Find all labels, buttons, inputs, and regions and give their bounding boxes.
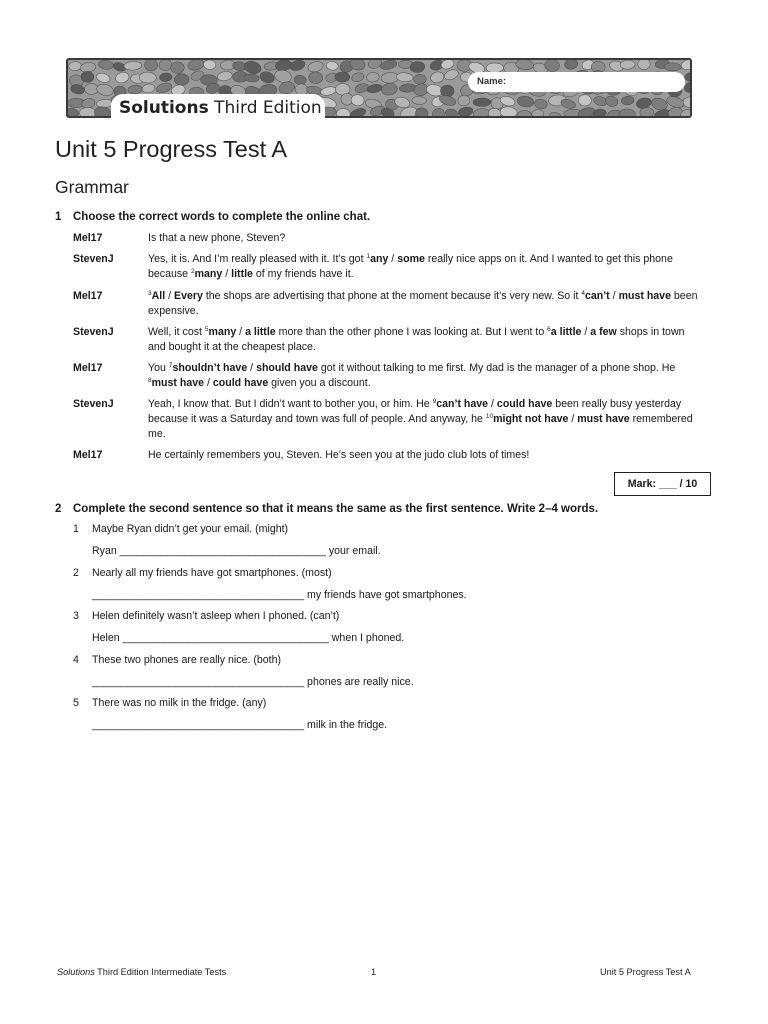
banner-pebble: [457, 94, 471, 106]
message-text: given you a discount.: [268, 377, 371, 389]
banner-pebble: [412, 96, 427, 105]
banner-pebble: [139, 72, 156, 83]
gap-number: 9: [432, 398, 437, 405]
banner-pebble: [350, 94, 365, 107]
answer-option[interactable]: could have: [212, 377, 269, 389]
q2-item-prompt: There was no milk in the fridge. (any): [92, 697, 267, 709]
message-text: more than the other phone I was looking at. But I went to: [275, 326, 548, 338]
question-2-number: 2: [55, 503, 62, 515]
answer-option[interactable]: a few: [590, 326, 617, 338]
banner-pebble: [517, 95, 535, 108]
message-text: Well, it cost: [148, 326, 205, 338]
question-1-number: 1: [55, 211, 62, 223]
section-heading: Grammar: [55, 177, 129, 197]
banner-pebble: [95, 72, 111, 84]
answer-option[interactable]: shouldn’t have: [172, 362, 248, 374]
q2-item-number: 1: [73, 523, 79, 535]
banner-pebble: [473, 108, 490, 118]
banner-pebble: [294, 75, 307, 85]
banner-pebble: [413, 74, 426, 85]
message-text: /: [568, 413, 578, 425]
message-text: /: [388, 253, 398, 265]
answer-option[interactable]: must have: [618, 290, 671, 302]
gap-number: 2: [191, 268, 195, 275]
banner-pebble: [308, 71, 323, 84]
banner-pebble: [415, 107, 429, 118]
message-text: /: [165, 290, 175, 302]
gap-number: 1: [366, 253, 371, 260]
banner-pebble: [680, 60, 692, 71]
banner-pebble: [144, 60, 157, 71]
message-text: really nice apps on it. And I wanted to get this phone because: [148, 253, 673, 280]
banner-pebble: [349, 107, 367, 118]
banner-pebble: [127, 85, 142, 95]
chat-speaker: Mel17: [73, 449, 103, 461]
banner-pebble: [431, 107, 445, 118]
name-field[interactable]: [468, 72, 685, 92]
banner-pebble: [94, 106, 112, 118]
chat-message: [148, 252, 704, 282]
message-text: of my friends have it.: [252, 268, 354, 280]
q2-item-answer-line[interactable]: Helen ___________________________________ when I phoned.: [92, 632, 405, 644]
answer-option[interactable]: some: [397, 253, 425, 265]
gap-number: 8: [148, 377, 152, 384]
answer-option[interactable]: Every: [174, 290, 203, 302]
banner-pebble: [619, 108, 636, 118]
message-text: /: [204, 377, 213, 389]
banner-pebble: [244, 73, 259, 82]
chat-speaker: StevenJ: [73, 253, 114, 265]
message-text: been really busy yesterday because it was a Saturday and town was full of people. And anyway, he: [148, 398, 682, 425]
q2-item-prompt: Maybe Ryan didn’t get your email. (might): [92, 523, 289, 535]
q2-item-prompt: Nearly all my friends have got smartphones. (most): [92, 567, 332, 579]
q2-item-number: 4: [73, 654, 79, 666]
message-text: remembered me.: [148, 413, 693, 440]
message-text: You: [148, 362, 169, 374]
gap-number: 10: [485, 413, 494, 420]
footer-right: Unit 5 Progress Test A: [600, 967, 691, 977]
chat-speaker: StevenJ: [73, 398, 114, 410]
q2-item-answer-line[interactable]: Ryan ___________________________________ your email.: [92, 545, 381, 557]
name-label: Name:: [477, 76, 507, 87]
q2-item-answer-line[interactable]: ____________________________________ phones are really nice.: [92, 676, 414, 688]
banner-pebble: [259, 70, 276, 85]
gap-number: 4: [581, 290, 585, 297]
banner-pebble: [217, 70, 233, 82]
banner-pebble: [336, 108, 351, 118]
banner-pebble: [473, 98, 491, 107]
q2-item-prompt: These two phones are really nice. (both): [92, 654, 282, 666]
q2-item-number: 2: [73, 567, 79, 579]
q2-item-number: 5: [73, 697, 79, 709]
banner-pebble: [604, 94, 619, 108]
banner-pebble: [517, 110, 532, 118]
banner-pebble: [457, 106, 474, 118]
message-text: /: [581, 326, 591, 338]
answer-option[interactable]: must have: [577, 413, 630, 425]
message-text: /: [609, 290, 619, 302]
answer-option[interactable]: a little: [550, 326, 582, 338]
banner-pebble: [171, 62, 185, 74]
banner-pebble: [98, 60, 114, 70]
banner-pebble: [564, 60, 578, 70]
page-number: 1: [371, 967, 377, 977]
chat-message: [148, 231, 704, 246]
banner-pebble: [155, 81, 173, 94]
banner-pebble: [638, 60, 651, 70]
banner-pebble: [380, 82, 398, 96]
mark-box: Mark: ___ / 10: [614, 472, 711, 496]
chat-speaker: Mel17: [73, 232, 103, 244]
message-text: /: [247, 362, 257, 374]
banner-pebble: [69, 61, 82, 70]
banner-pebble: [124, 61, 142, 71]
chat-message: [148, 448, 704, 463]
answer-option[interactable]: might not have: [493, 413, 569, 425]
banner-pebble: [114, 71, 130, 84]
banner-pebble: [96, 83, 115, 98]
banner-pebble: [683, 96, 692, 107]
message-text: Is that a new phone, Steven?: [148, 232, 286, 244]
chat-speaker: StevenJ: [73, 326, 114, 338]
answer-option[interactable]: should have: [256, 362, 318, 374]
banner-pebble: [79, 107, 96, 118]
answer-option[interactable]: can’t have: [436, 398, 489, 410]
footer-series: Third Edition Intermediate Tests: [94, 967, 227, 977]
answer-option[interactable]: many: [208, 326, 237, 338]
banner-pebble: [429, 70, 445, 84]
gap-number: 3: [148, 290, 152, 297]
q2-item-number: 3: [73, 610, 79, 622]
message-text: /: [488, 398, 497, 410]
answer-option[interactable]: could have: [496, 398, 553, 410]
q2-item-prompt: Helen definitely wasn’t asleep when I phoned. (can’t): [92, 610, 340, 622]
chat-message: [148, 289, 704, 319]
answer-option[interactable]: must have: [151, 377, 205, 389]
banner-pebble: [351, 72, 365, 83]
banner-pebble: [307, 60, 325, 73]
banner-pebble: [620, 60, 635, 70]
banner-pebble: [664, 63, 681, 72]
banner-pebble: [443, 68, 460, 82]
banner-pebble: [320, 85, 337, 96]
banner-pebble: [532, 109, 544, 118]
page-title: Unit 5 Progress Test A: [55, 136, 288, 162]
message-text: He certainly remembers you, Steven. He’s seen you at the judo club lots of times!: [148, 449, 530, 461]
banner-pebble: [500, 106, 518, 118]
banner-pebble: [366, 83, 383, 94]
answer-option[interactable]: little: [231, 268, 253, 280]
gap-number: 7: [168, 362, 173, 369]
message-text: Yeah, I know that. But I didn’t want to bother you, or him. He: [148, 398, 433, 410]
footer-brand: Solutions: [57, 967, 95, 977]
banner-pebble: [335, 72, 350, 82]
chat-speaker: Mel17: [73, 362, 103, 374]
chat-message: [148, 397, 704, 442]
banner-pebble: [444, 108, 458, 118]
banner-pebble: [203, 60, 216, 70]
brand-rest: Third Edition: [208, 98, 322, 118]
banner-pebble: [174, 73, 189, 85]
banner-pebble: [158, 60, 172, 71]
answer-option[interactable]: can’t: [584, 290, 610, 302]
chat-message: [148, 325, 704, 355]
banner-pebble: [68, 107, 80, 118]
brand-bold: Solutions: [119, 98, 209, 118]
gap-number: 6: [547, 326, 551, 333]
banner-pebble: [159, 72, 172, 82]
message-text: /: [222, 268, 232, 280]
banner-pebble: [396, 72, 413, 82]
answer-option[interactable]: a little: [245, 326, 276, 338]
gap-number: 5: [204, 326, 209, 333]
message-text: the shops are advertising that phone at the moment because it’s very new. So it: [202, 290, 582, 302]
q2-item-answer-line[interactable]: ____________________________________ my friends have got smartphones.: [92, 589, 467, 601]
footer-left: [57, 966, 226, 979]
message-text: /: [236, 326, 246, 338]
banner-pebble: [379, 60, 397, 71]
q2-item-answer-line[interactable]: ____________________________________ milk in the fridge.: [92, 719, 388, 731]
banner-pebble: [578, 94, 592, 106]
banner-pebble: [640, 107, 654, 117]
banner-pebble: [621, 95, 635, 105]
message-text: shops in town and bought it at the cheapest place.: [148, 326, 685, 353]
banner-pebble: [577, 106, 596, 118]
banner-pebble: [366, 72, 380, 83]
banner-pebble: [187, 60, 206, 72]
banner-pebble: [534, 98, 548, 110]
banner-pebble: [667, 106, 684, 118]
question-1-instruction: Choose the correct words to complete the online chat.: [73, 211, 371, 223]
answer-option[interactable]: many: [194, 268, 223, 280]
question-2-instruction: Complete the second sentence so that it means the same as the first sentence. Write 2–4 words.: [73, 503, 599, 515]
banner-pebble: [289, 60, 307, 72]
banner-pebble: [141, 83, 155, 94]
banner-pebble: [684, 71, 692, 82]
message-text: Yes, it is. And I’m really pleased with it. It’s got: [148, 253, 367, 265]
chat-message: [148, 361, 704, 391]
banner-pebble: [549, 111, 564, 118]
message-text: been expensive.: [148, 290, 698, 317]
chat-speaker: Mel17: [73, 290, 103, 302]
answer-option[interactable]: All: [151, 290, 166, 302]
brand-logo: [119, 98, 322, 118]
banner-pebble: [326, 61, 339, 71]
message-text: got it without talking to me first. My dad is the manager of a phone shop. He: [317, 362, 676, 374]
answer-option[interactable]: any: [370, 253, 389, 265]
